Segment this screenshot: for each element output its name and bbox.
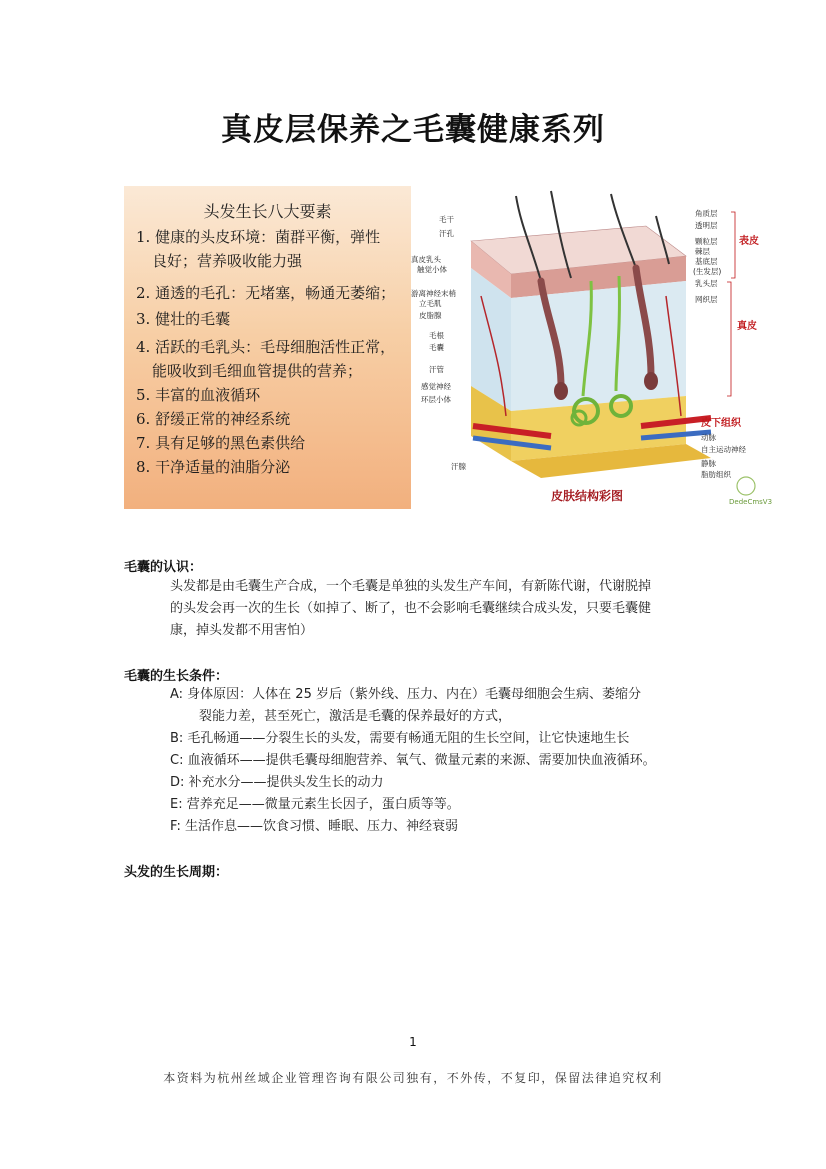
factor-line: 6. 舒缓正常的神经系统 bbox=[136, 410, 291, 428]
condition-line: E: 营养充足——微量元素生长因子，蛋白质等等。 bbox=[170, 797, 460, 812]
label-sweat-gland: 汗腺 bbox=[451, 462, 466, 471]
watermark: DedeCmsV3 bbox=[729, 498, 773, 506]
factors-heading: 头发生长八大要素 bbox=[203, 202, 332, 221]
factor-line: 7. 具有足够的黑色素供给 bbox=[136, 434, 306, 452]
label-dermis: 真皮 bbox=[737, 321, 757, 332]
label-stratum-spinosum: 棘层 bbox=[695, 247, 710, 256]
label-hair-shaft: 毛干 bbox=[439, 215, 454, 224]
page-number: 1 bbox=[409, 1035, 417, 1049]
label-sweat-duct: 汗管 bbox=[429, 365, 444, 374]
label-stratum-corneum: 角质层 bbox=[695, 209, 718, 218]
condition-line: B: 毛孔畅通——分裂生长的头发，需要有畅通无阻的生长空间，让它快速地生长 bbox=[170, 731, 630, 746]
label-dermal-papilla: 真皮乳头 bbox=[411, 255, 441, 264]
skin-structure-diagram bbox=[411, 186, 776, 509]
label-papillary-layer: 乳头层 bbox=[695, 279, 718, 288]
label-lamellar-corpuscle: 环层小体 bbox=[421, 395, 451, 404]
paragraph-line: 头发都是由毛囊生产合成，一个毛囊是单独的头发生产车间，有新陈代谢，代谢脱掉 bbox=[170, 579, 652, 594]
label-adipose-tissue: 脂肪组织 bbox=[701, 470, 731, 479]
label-arrector-pili: 立毛肌 bbox=[419, 299, 442, 308]
label-stratum-granulosum: 颗粒层 bbox=[695, 237, 718, 246]
label-tactile-corpuscle: 触觉小体 bbox=[417, 265, 447, 274]
footer-notice: 本资料为杭州丝域企业管理咨询有限公司独有，不外传，不复印，保留法律追究权利 bbox=[163, 1071, 663, 1085]
label-free-nerve-endings: 游离神经末梢 bbox=[411, 289, 456, 298]
label-artery: 动脉 bbox=[701, 433, 716, 442]
label-stratum-lucidum: 透明层 bbox=[695, 221, 718, 230]
factor-line: 能吸收到毛细血管提供的营养； bbox=[152, 362, 363, 380]
label-subcutaneous: 皮下组织 bbox=[701, 418, 741, 429]
label-pore: 汗孔 bbox=[439, 229, 454, 238]
diagram-caption: 皮肤结构彩图 bbox=[551, 489, 624, 503]
label-hair-root: 毛根 bbox=[429, 331, 444, 340]
condition-line: F: 生活作息——饮食习惯、睡眠、压力、神经衰弱 bbox=[170, 819, 458, 834]
label-sebaceous-gland: 皮脂腺 bbox=[419, 311, 442, 320]
label-germinative-layer: (生发层) bbox=[693, 267, 722, 276]
factor-line: 良好；营养吸收能力强 bbox=[152, 252, 303, 270]
label-hair-follicle: 毛囊 bbox=[429, 343, 444, 352]
condition-line: 裂能力差，甚至死亡，激活是毛囊的保养最好的方式， bbox=[199, 709, 512, 724]
paragraph-line: 的头发会再一次的生长（如掉了、断了，也不会影响毛囊继续合成头发，只要毛囊健 bbox=[170, 601, 652, 616]
label-sensory-nerve: 感觉神经 bbox=[421, 382, 451, 391]
label-stratum-basale: 基底层 bbox=[695, 257, 718, 266]
factor-line: 8. 干净适量的油脂分泌 bbox=[136, 458, 291, 476]
label-epidermis: 表皮 bbox=[739, 236, 759, 247]
factor-line: 3. 健壮的毛囊 bbox=[136, 310, 231, 328]
section-heading: 头发的生长周期： bbox=[124, 865, 229, 880]
condition-line: A: 身体原因：人体在 25 岁后（紫外线、压力、内在）毛囊母细胞会生病、萎缩分 bbox=[170, 687, 641, 702]
label-vein: 静脉 bbox=[701, 459, 716, 468]
factor-line: 1. 健康的头皮环境：菌群平衡，弹性 bbox=[136, 228, 381, 246]
condition-line: C: 血液循环——提供毛囊母细胞营养、氧气、微量元素的来源、需要加快血液循环。 bbox=[170, 753, 656, 768]
skin-diagram-svg bbox=[411, 186, 776, 509]
section-heading: 毛囊的生长条件： bbox=[124, 669, 229, 684]
condition-line: D: 补充水分——提供头发生长的动力 bbox=[170, 775, 384, 790]
factor-line: 4. 活跃的毛乳头：毛母细胞活性正常， bbox=[136, 338, 396, 356]
factor-line: 5. 丰富的血液循环 bbox=[136, 386, 261, 404]
growth-factors-panel bbox=[124, 186, 411, 509]
section-heading: 毛囊的认识： bbox=[124, 560, 203, 575]
factor-line: 2. 通透的毛孔：无堵塞，畅通无萎缩； bbox=[136, 284, 396, 302]
hair-growth-banner bbox=[124, 186, 776, 509]
paragraph-line: 康，掉头发都不用害怕） bbox=[170, 623, 314, 638]
label-reticular-layer: 网织层 bbox=[695, 295, 718, 304]
label-autonomic-nerve: 自主运动神经 bbox=[701, 445, 746, 454]
document-title: 真皮层保养之毛囊健康系列 bbox=[221, 112, 605, 148]
